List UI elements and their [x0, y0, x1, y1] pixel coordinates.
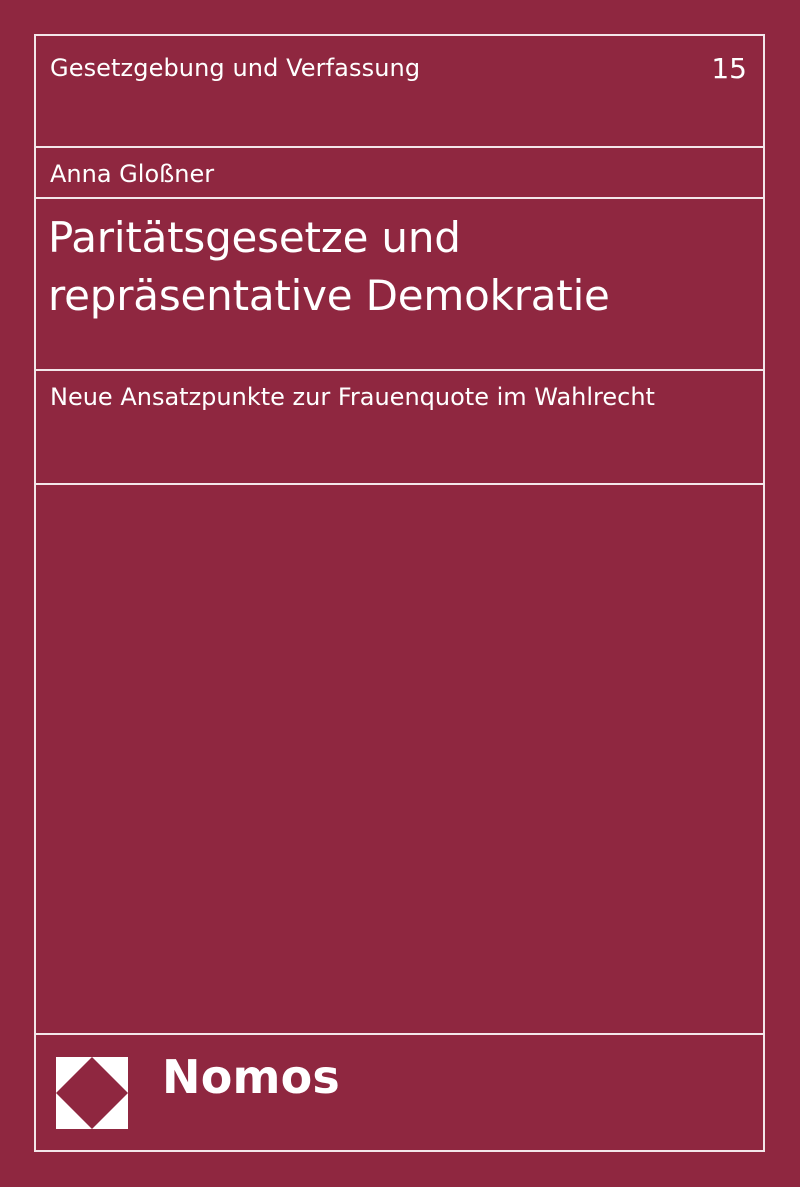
book-title-line-2: repräsentative Demokratie: [48, 271, 610, 320]
header-divider: [34, 146, 765, 148]
author-divider: [34, 197, 765, 199]
publisher-name: Nomos: [162, 1050, 341, 1104]
subtitle-divider: [34, 483, 765, 485]
title-divider: [34, 369, 765, 371]
book-title: [48, 209, 748, 325]
book-title-line-1: Paritätsgesetze und: [48, 213, 461, 262]
diamond-logo-icon: [56, 1057, 128, 1129]
series-number: 15: [711, 52, 747, 85]
publisher-divider: [34, 1033, 765, 1035]
series-title: Gesetzgebung und Verfassung: [50, 54, 421, 82]
author-name: Anna Gloßner: [50, 160, 215, 188]
book-subtitle: Neue Ansatzpunkte zur Frauenquote im Wahlrecht: [50, 383, 655, 411]
cover-frame: [34, 34, 765, 1152]
